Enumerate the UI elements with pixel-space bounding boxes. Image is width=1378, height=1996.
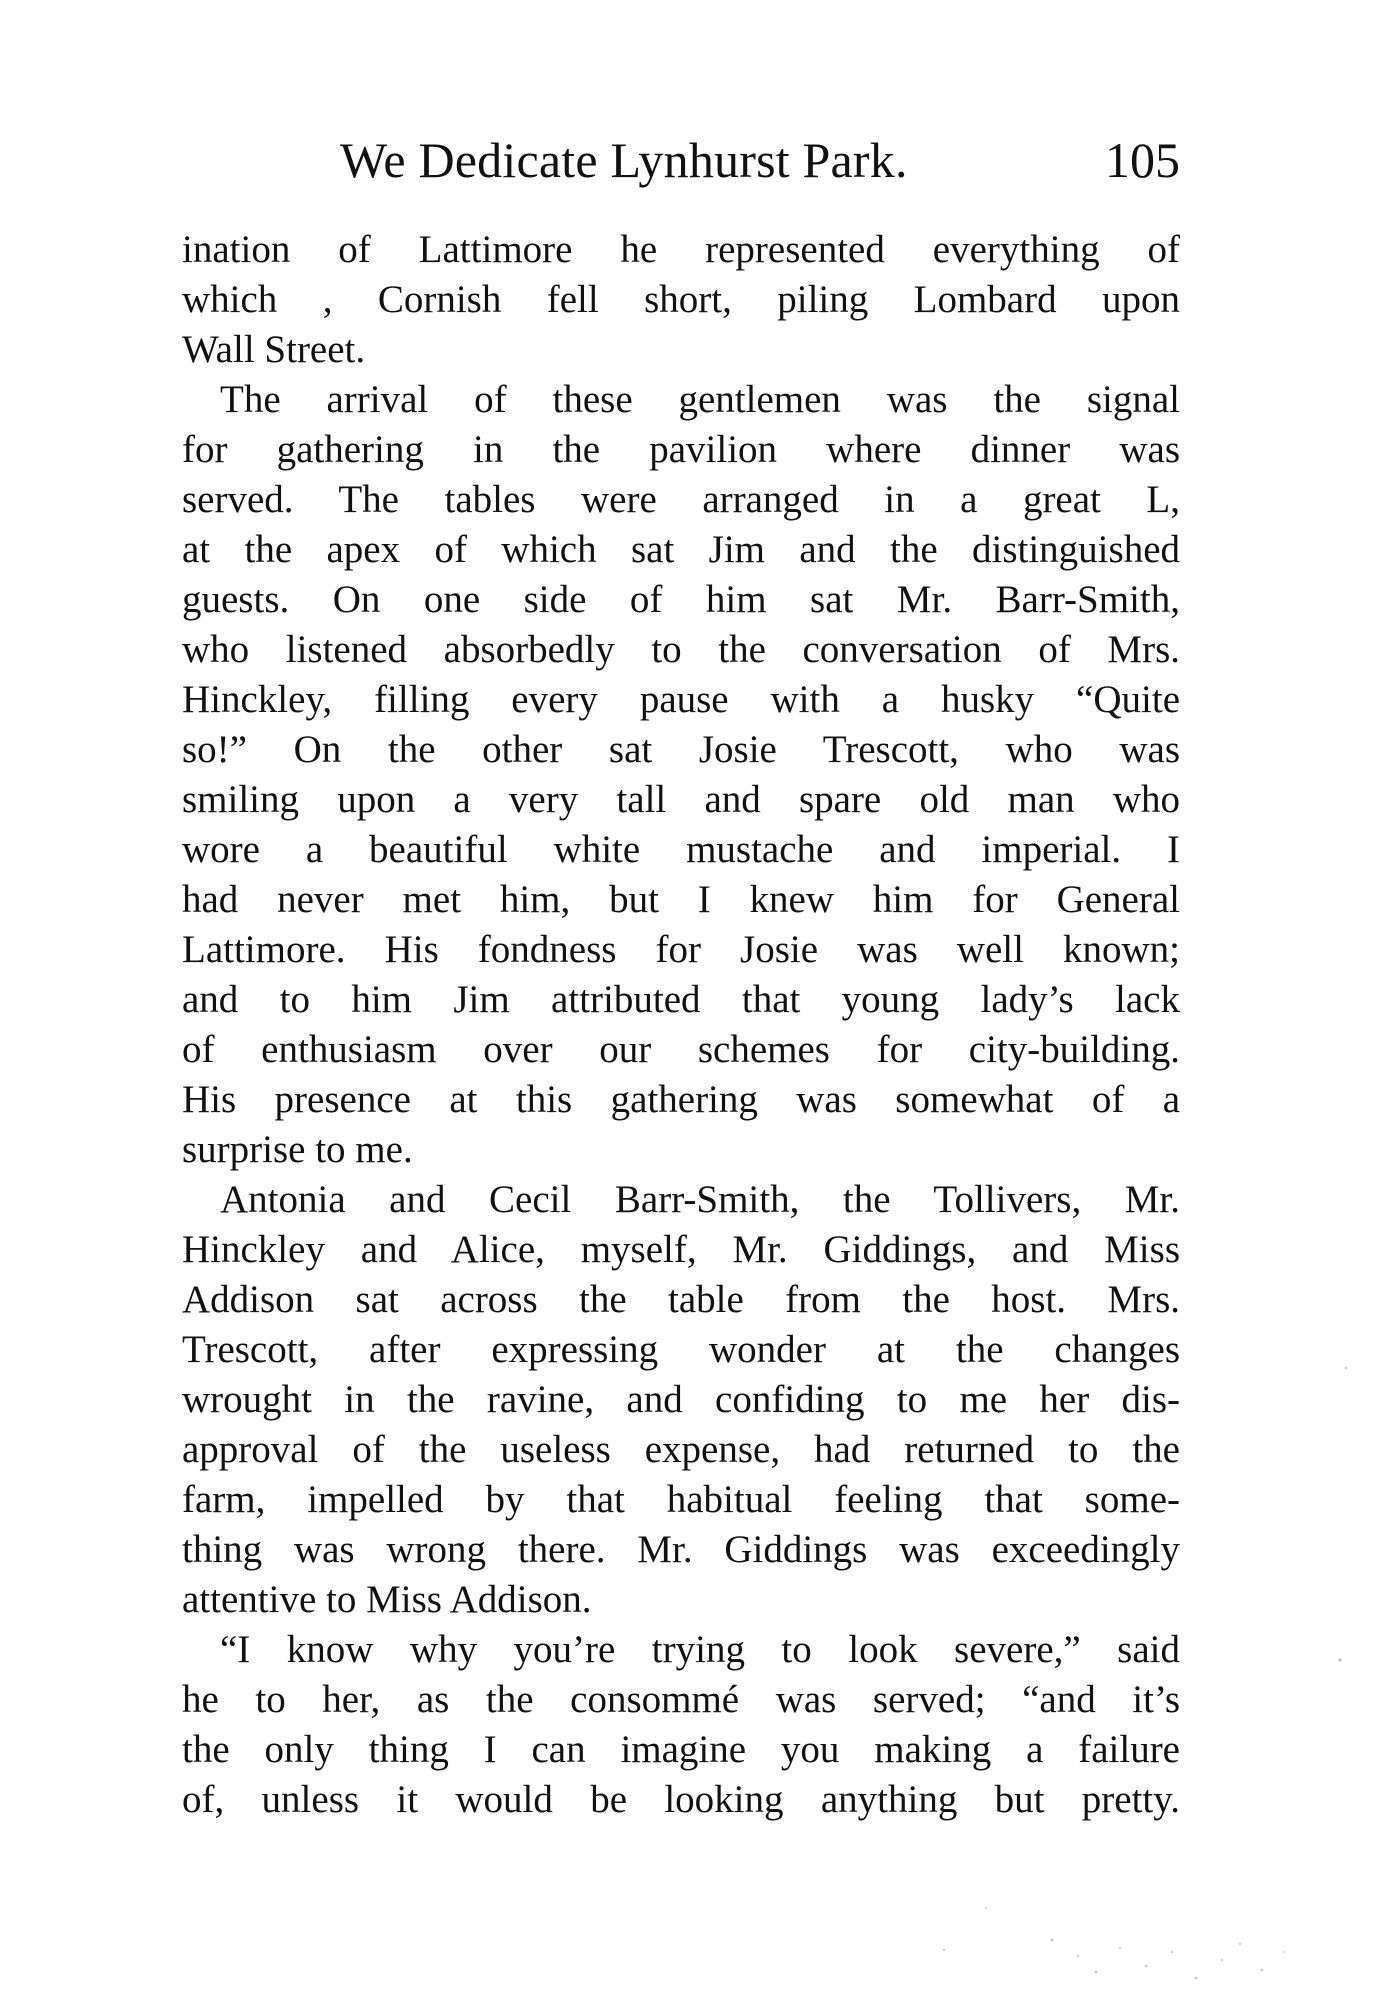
text-line: so!” On the other sat Josie Trescott, who was: [182, 728, 1180, 771]
speck: [1095, 1971, 1098, 1974]
text-line: ination of Lattimore he represented everything of: [182, 228, 1180, 271]
text-line: and to him Jim attributed that young lady’s lack: [182, 978, 1180, 1021]
text-line: for gathering in the pavilion where dinner was: [182, 428, 1180, 471]
speck: [1145, 1965, 1148, 1968]
page-number: 105: [1105, 132, 1180, 188]
text-line: Hinckley, filling every pause with a husky “Quite: [182, 678, 1180, 721]
speck: [1239, 1943, 1241, 1945]
text-line: of, unless it would be looking anything but pretty.: [182, 1778, 1180, 1821]
running-head: [340, 128, 1180, 192]
text-line: who listened absorbedly to the conversation of Mrs.: [182, 628, 1180, 671]
text-line: had never met him, but I knew him for General: [182, 878, 1180, 921]
running-title: We Dedicate Lynhurst Park.: [340, 132, 908, 188]
speck: [1119, 1947, 1121, 1949]
text-line: thing was wrong there. Mr. Giddings was exceedingly: [182, 1528, 1180, 1571]
text-line: he to her, as the consommé was served; “and it’s: [182, 1678, 1180, 1721]
text-line: wrought in the ravine, and confiding to me her dis-: [182, 1378, 1180, 1421]
text-line: served. The tables were arranged in a great L,: [182, 478, 1180, 521]
text-line: The arrival of these gentlemen was the signal: [220, 378, 1180, 421]
speck: [1261, 1969, 1264, 1972]
text-line: at the apex of which sat Jim and the distinguished: [182, 528, 1180, 571]
speck: [1221, 1959, 1223, 1961]
text-line: His presence at this gathering was somewhat of a: [182, 1078, 1180, 1121]
text-line: attentive to Miss Addison.: [182, 1578, 592, 1621]
text-line: approval of the useless expense, had returned to the: [182, 1428, 1180, 1471]
text-line: of enthusiasm over our schemes for city-building.: [182, 1028, 1180, 1071]
speck: [1338, 1658, 1341, 1661]
text-line: farm, impelled by that habitual feeling that some-: [182, 1478, 1180, 1521]
text-line: Wall Street.: [182, 328, 366, 371]
text-line: surprise to me.: [182, 1128, 413, 1171]
text-line: Trescott, after expressing wonder at the changes: [182, 1328, 1180, 1371]
speck: [985, 1907, 987, 1909]
body-text: [182, 225, 1180, 1825]
speck: [1195, 1977, 1198, 1980]
speck: [1077, 1955, 1079, 1957]
speck: [1171, 1951, 1173, 1953]
text-line: guests. On one side of him sat Mr. Barr-Smith,: [182, 578, 1180, 621]
text-line: the only thing I can imagine you making a failure: [182, 1728, 1180, 1771]
text-line: Addison sat across the table from the host. Mrs.: [182, 1278, 1180, 1321]
text-line: which , Cornish fell short, piling Lombard upon: [182, 278, 1180, 321]
speck: [943, 1949, 945, 1951]
text-line: Antonia and Cecil Barr-Smith, the Tollivers, Mr.: [220, 1178, 1180, 1221]
speck: [1283, 1951, 1285, 1953]
text-line: “I know why you’re trying to look severe,” said: [220, 1628, 1180, 1671]
text-line: Lattimore. His fondness for Josie was well known;: [182, 928, 1180, 971]
text-line: Hinckley and Alice, myself, Mr. Giddings, and Miss: [182, 1228, 1180, 1271]
speck: [1051, 1939, 1054, 1942]
speck: [1345, 1367, 1347, 1369]
text-line: wore a beautiful white mustache and imperial. I: [182, 828, 1180, 871]
text-line: smiling upon a very tall and spare old man who: [182, 778, 1180, 821]
